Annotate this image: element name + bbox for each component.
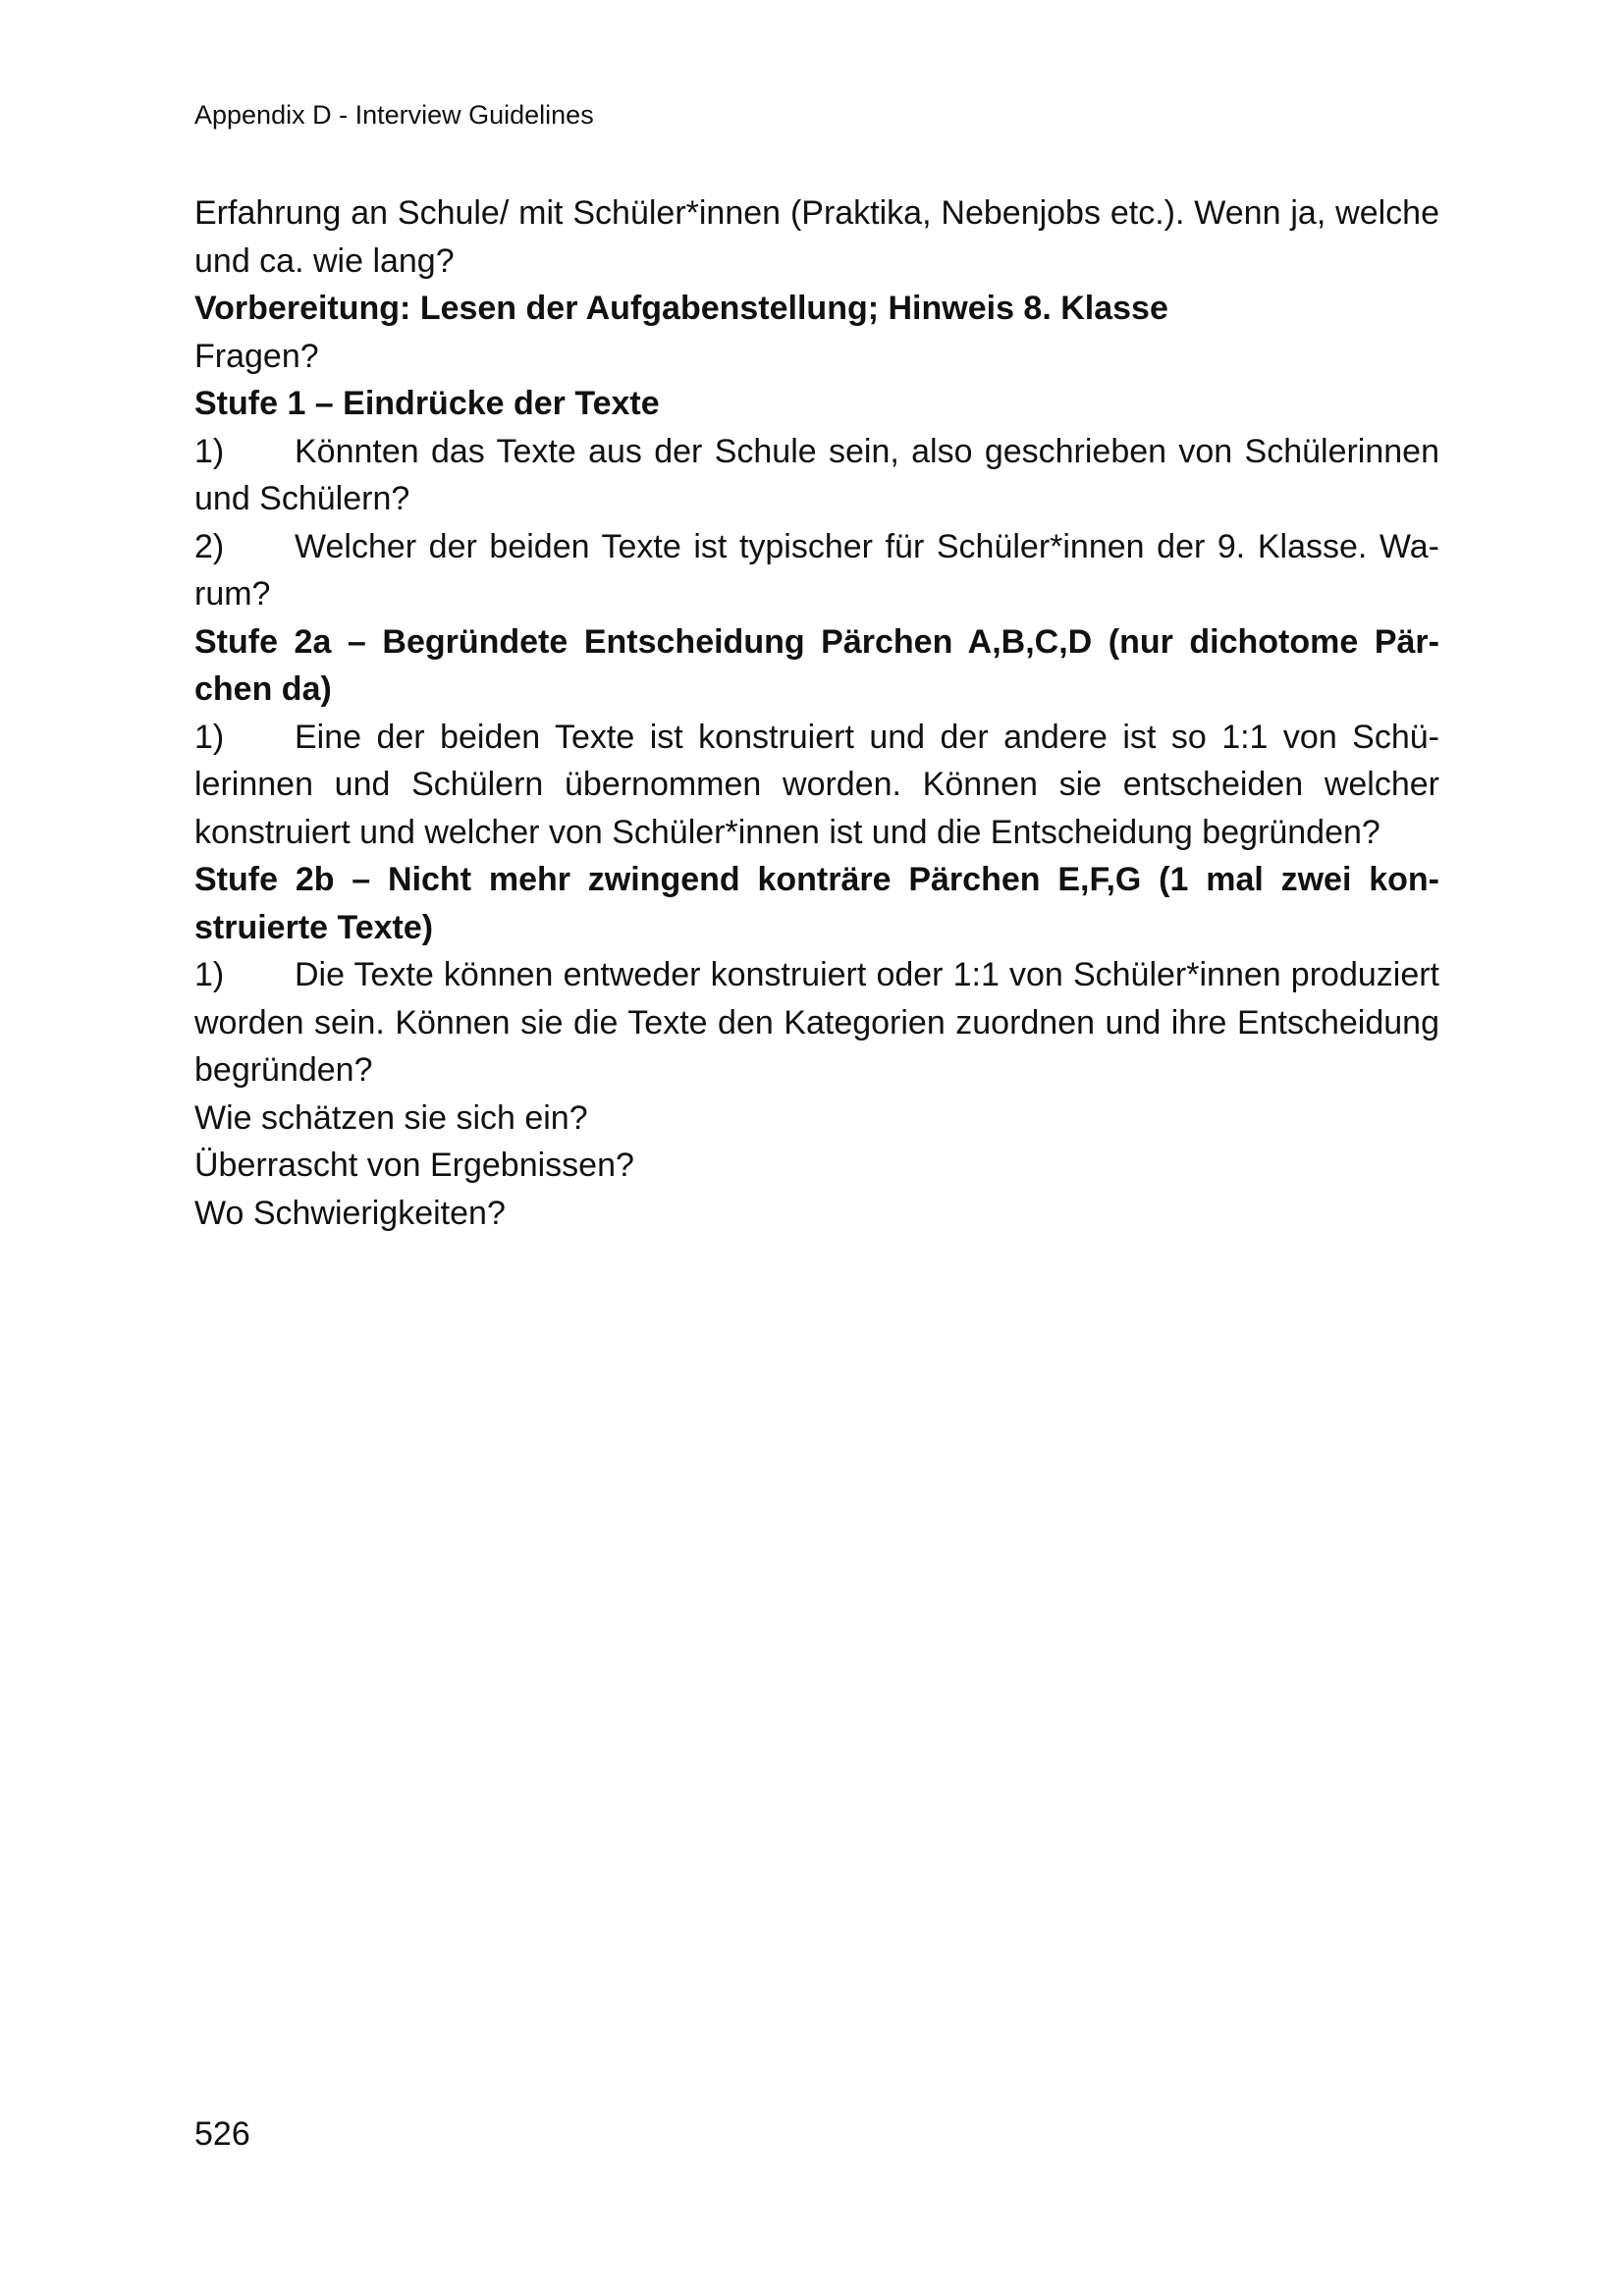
item-text: Eine der beiden Texte ist konstruiert und der andere ist so 1:1 von Schülerinnen und Schülern übernommen worden. Können sie entscheiden welcher konstruiert und welcher von Schüler*innen ist und die Entscheidung begründen? [194, 718, 1439, 851]
item-number: 1) [194, 956, 225, 993]
item-number: 2) [194, 527, 225, 565]
followup-question: Überrascht von Ergebnissen? [194, 1147, 634, 1184]
stage1-item-1 [194, 428, 1439, 523]
item-text: Könnten das Texte aus der Schule sein, also geschrieben von Schülerinnen und Schülern? [194, 432, 1439, 517]
intro-paragraph: Erfahrung an Schule/ mit Schüler*innen (Praktika, Nebenjobs etc.). Wenn ja, welche und ca. wie lang? [194, 194, 1439, 280]
stage2a-item-1 [194, 714, 1439, 857]
preparation-heading: Vorbereitung: Lesen der Aufgabenstellung; Hinweis 8. Klasse [194, 290, 1168, 327]
item-number: 1) [194, 718, 225, 756]
followup-question: Wo Schwierigkeiten? [194, 1194, 506, 1232]
stage2b-item-1 [194, 951, 1439, 1095]
followup-question: Wie schätzen sie sich ein? [194, 1098, 588, 1137]
stage1-heading: Stufe 1 – Eindrücke der Texte [194, 385, 660, 422]
item-text: Welcher der beiden Texte ist typischer für Schüler*innen der 9. Klasse. Warum? [194, 527, 1439, 613]
stage1-item-2 [194, 523, 1439, 618]
page-number: 526 [194, 2115, 250, 2153]
running-header: Appendix D - Interview Guidelines [194, 100, 594, 130]
item-number: 1) [194, 432, 225, 470]
item-text: Die Texte können entweder konstruiert oder 1:1 von Schüler*innen produziert worden sein. Können sie die Texte den Kategorien zuordnen und ihre Entscheidung begründen? [194, 956, 1439, 1089]
stage2b-heading: Stufe 2b – Nicht mehr zwingend konträre Pärchen E,F,G (1 mal zwei konstruierte Texte) [194, 861, 1439, 946]
document-body [194, 189, 1439, 1237]
questions-prompt: Fragen? [194, 337, 319, 375]
stage2a-heading: Stufe 2a – Begründete Entscheidung Pärchen A,B,C,D (nur dichotome Pärchen da) [194, 622, 1439, 708]
